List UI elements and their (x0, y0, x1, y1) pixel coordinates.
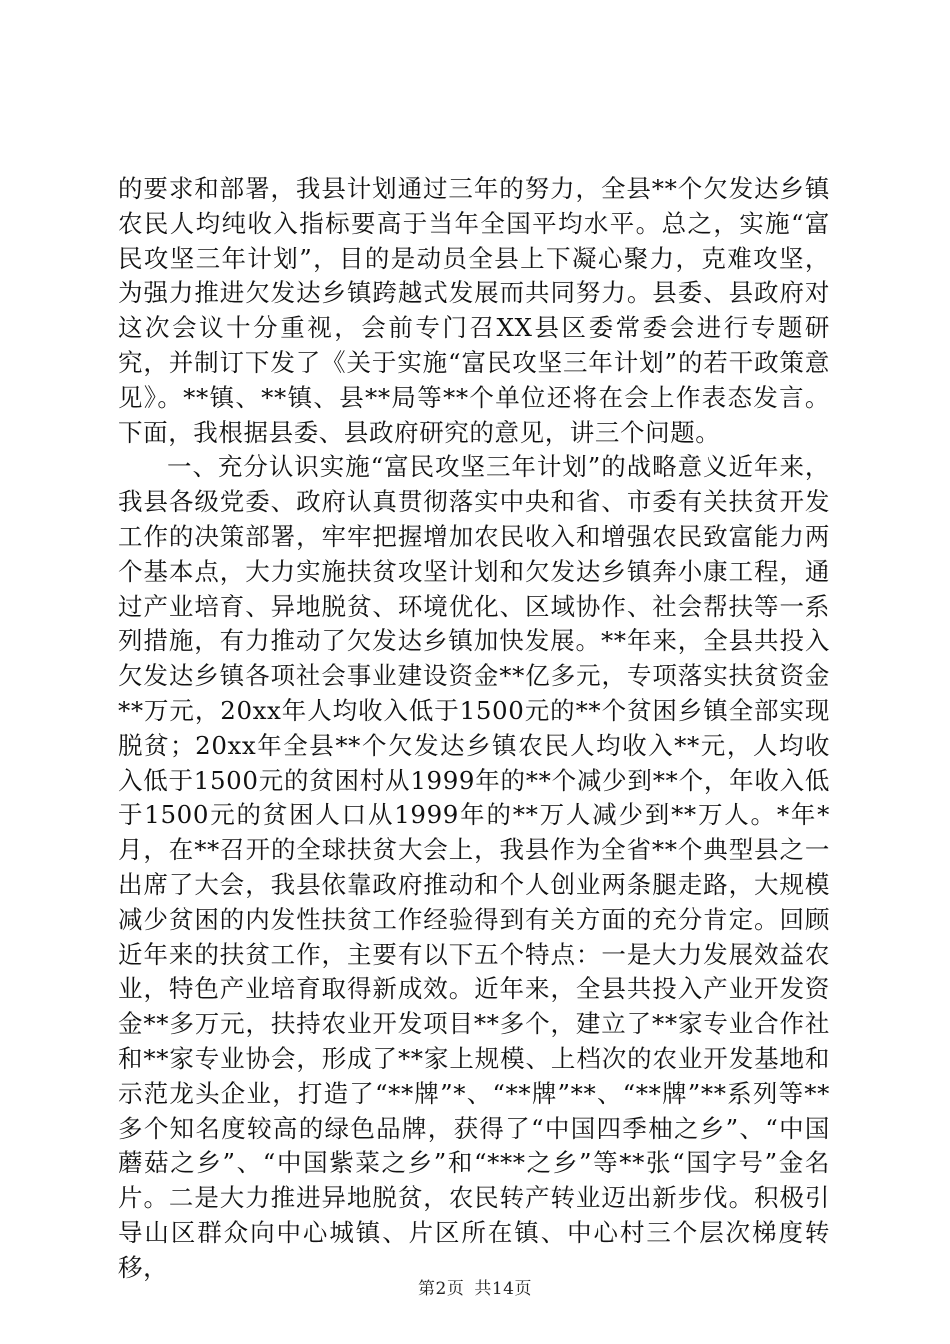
page-number: 第2页 (418, 1279, 465, 1299)
page-total: 共14页 (474, 1279, 532, 1299)
page-footer (0, 1274, 950, 1299)
paragraph-continuation: 的要求和部署，我县计划通过三年的努力，全县**个欠发达乡镇农民人均纯收入指标要高于当年全国平均水平。总之，实施“富民攻坚三年计划”，目的是动员全县上下凝心聚力，克难攻坚，为强力推进欠发达乡镇跨越式发展而共同努力。县委、县政府对这次会议十分重视，会前专门召XX县区委常委会进行专题研究，并制订下发了《关于实施“富民攻坚三年计划”的若干政策意见》。**镇、**镇、县**局等**个单位还将在会上作表态发言。下面，我根据县委、县政府研究的意见，讲三个问题。 (118, 174, 830, 447)
document-body (118, 172, 830, 1286)
paragraph-section-one: 一、充分认识实施“富民攻坚三年计划”的战略意义近年来，我县各级党委、政府认真贯彻落实中央和省、市委有关扶贫开发工作的决策部署，牢牢把握增加农民收入和增强农民致富能力两个基本点，大力实施扶贫攻坚计划和欠发达乡镇奔小康工程，通过产业培育、异地脱贫、环境优化、区域协作、社会帮扶等一系列措施，有力推动了欠发达乡镇加快发展。**年来，全县共投入欠发达乡镇各项社会事业建设资金**亿多元，专项落实扶贫资金**万元，20xx年人均收入低于1500元的**个贫困乡镇全部实现脱贫；20xx年全县**个欠发达乡镇农民人均收入**元，人均收入低于1500元的贫困村从1999年的**个减少到**个，年收入低于1500元的贫困人口从1999年的**万人减少到**万人。*年*月，在**召开的全球扶贫大会上，我县作为全省**个典型县之一出席了大会，我县依靠政府推动和个人创业两条腿走路，大规模减少贫困的内发性扶贫工作经验得到有关方面的充分肯定。回顾近年来的扶贫工作，主要有以下五个特点：一是大力发展效益农业，特色产业培育取得新成效。近年来，全县共投入产业开发资金**多万元，扶持农业开发项目**多个，建立了**家专业合作社和**家专业协会，形成了**家上规模、上档次的农业开发基地和示范龙头企业，打造了“**牌”*、“**牌”**、“**牌”**系列等**多个知名度较高的绿色品牌，获得了“中国四季柚之乡”、“中国蘑菇之乡”、“中国紫菜之乡”和“***之乡”等**张“国字号”金名片。二是大力推进异地脱贫，农民转产转业迈出新步伐。积极引导山区群众向中心城镇、片区所在镇、中心村三个层次梯度转移， (118, 452, 830, 1282)
